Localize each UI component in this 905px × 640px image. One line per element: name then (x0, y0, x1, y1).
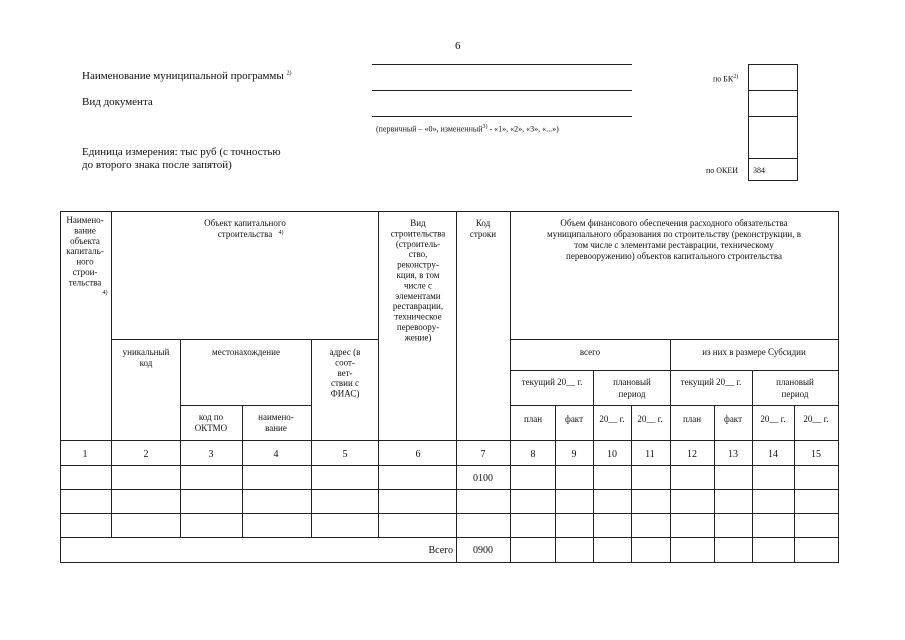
header-object-line: строительства (217, 229, 273, 239)
header-plan-subsidy: план (682, 414, 702, 424)
table-grid (61, 212, 839, 563)
header-address-line: ствии с (330, 378, 360, 389)
header-year: 20__ г. (599, 414, 625, 424)
header-unique-code-line: уникальный (122, 347, 170, 357)
doc-type-label: Вид документа (82, 96, 153, 108)
header-address-line: адрес (в (329, 347, 361, 357)
header-oktmo-line: код по (198, 412, 224, 422)
bk-label-sup: 2) (733, 74, 739, 80)
total-code-cell: 0900 (473, 545, 493, 556)
header-volume-line: перевооружению) объектов капитального строительства (566, 251, 782, 261)
column-number: 5 (342, 449, 348, 460)
unit-label-line1: Единица измерения: тыс руб (с точностью (82, 146, 281, 158)
header-construction-type-line: реконстру- (397, 259, 439, 270)
header-object-name-line: ного (76, 256, 94, 267)
header-object-sup: 4) (278, 230, 284, 236)
header-construction-type-line: числе с (403, 280, 433, 291)
total-row-mask (61, 538, 456, 562)
column-number: 4 (273, 449, 279, 460)
header-subsidy: из них в размере Субсидии (702, 347, 806, 357)
okei-value[interactable]: 384 (753, 166, 765, 175)
header-volume-line: Объем финансового обеспечения расходного обязательства (560, 218, 788, 228)
header-construction-type-line: реставрации, (392, 301, 444, 312)
header-object-name-sup: 4) (102, 290, 108, 296)
program-label-sup: 2) (286, 70, 292, 77)
unit-label-line2: до второго знака после запятой) (82, 159, 232, 171)
doc-type-hint-tail: - «1», «2», «3», «...») (487, 124, 559, 134)
column-number: 15 (811, 449, 821, 460)
header-object-name-line: строи- (72, 267, 98, 277)
header-construction-type-line: (строитель- (395, 238, 441, 249)
header-construction-type-line: техническое (394, 311, 442, 322)
column-number: 10 (607, 449, 617, 460)
okei-label: по ОКЕИ (706, 166, 739, 175)
total-label: Всего (428, 545, 453, 556)
header-construction-type-line: кция, в том (396, 270, 440, 280)
table-border (61, 212, 839, 563)
header-year-subsidy: 20__ г. (760, 414, 786, 424)
header-planned-subsidy-line: период (781, 389, 809, 399)
header-year-subsidy: 20__ г. (803, 414, 829, 424)
header-row-code-line: строки (469, 229, 497, 239)
column-number: 14 (768, 449, 778, 460)
header-year: 20__ г. (637, 414, 663, 424)
header-address-line: вет- (337, 367, 353, 378)
header-construction-type-line: перевоору- (396, 322, 440, 332)
column-number: 8 (530, 449, 536, 460)
column-number: 1 (82, 449, 88, 460)
header-planned-line: период (618, 389, 646, 399)
header-fact-subsidy: факт (723, 414, 743, 424)
header-address-line: ФИАС) (330, 388, 360, 399)
header-planned-subsidy-line: плановый (776, 377, 814, 387)
header-location-name-line: наимено- (258, 412, 294, 422)
header-plan: план (523, 414, 543, 424)
column-number: 9 (571, 449, 577, 460)
header-object-name-line: объекта (70, 235, 100, 246)
header-object-name-line: тельства (68, 277, 102, 288)
header-current-year: текущий 20__ г. (521, 377, 583, 387)
header-construction-type-line: жение) (404, 332, 432, 343)
column-number: 6 (415, 449, 421, 460)
header-construction-type-line: строительства (390, 228, 446, 239)
row-code-cell: 0100 (473, 473, 493, 484)
header-volume-line: муниципального образования по строительству (реконструкции, в (547, 229, 801, 239)
header-row-code-line: Код (475, 218, 491, 228)
column-number: 11 (645, 449, 655, 460)
header-object-name-line: Наимено- (66, 215, 104, 225)
column-number: 12 (687, 449, 697, 460)
bk-label-text: по БК (713, 74, 734, 84)
header-total: всего (579, 347, 601, 357)
header-construction-type-line: Вид (410, 218, 426, 228)
doc-type-hint-sup: 3) (482, 124, 488, 130)
header-oktmo-line: ОКТМО (194, 423, 228, 433)
column-number: 3 (208, 449, 214, 460)
column-number: 13 (728, 449, 738, 460)
header-construction-type-line: ство, (408, 249, 428, 260)
page-number: 6 (455, 40, 461, 52)
header-location-name-line: вание (265, 423, 287, 433)
header-object-name-line: капиталь- (66, 246, 104, 257)
doc-type-hint-text: (первичный – «0», измененный (376, 124, 483, 134)
header-fact: факт (564, 414, 584, 424)
header-volume-line: том числе с элементами реставрации, техническому (574, 240, 774, 250)
header-unique-code-line: код (139, 358, 153, 368)
header-construction-type-line: элементами (395, 290, 441, 301)
header-planned-line: плановый (613, 377, 651, 387)
header-current-year-subsidy: текущий 20__ г. (680, 377, 742, 387)
header-object-name-line: вание (74, 225, 96, 236)
header-object-line: Объект капитального (204, 218, 286, 228)
column-number: 2 (143, 449, 149, 460)
program-label-text: Наименование муниципальной программы (82, 70, 284, 82)
header-address-line: соот- (335, 357, 355, 368)
column-number: 7 (480, 449, 486, 460)
header-location: местонахождение (212, 347, 280, 357)
